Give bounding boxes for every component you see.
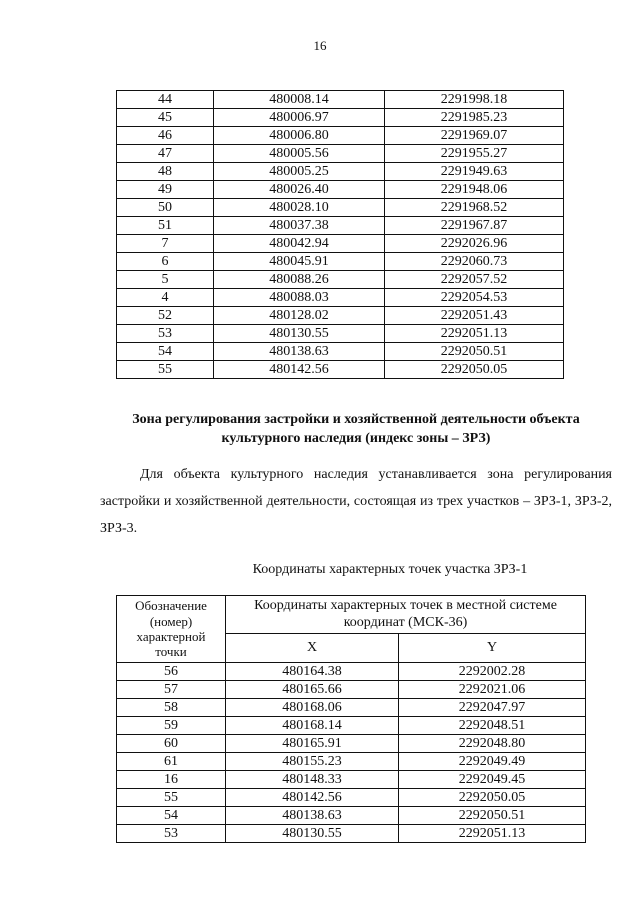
cell-x: 480037.38 bbox=[214, 217, 385, 235]
table-row bbox=[117, 199, 564, 217]
cell-y: 2291955.27 bbox=[385, 145, 564, 163]
section-heading-line2: культурного наследия (индекс зоны – ЗРЗ) bbox=[221, 431, 491, 446]
header-coordinates-line1: Координаты характерных точек в местной системе bbox=[254, 597, 557, 613]
cell-point-number: 6 bbox=[117, 253, 214, 271]
cell-y: 2292047.97 bbox=[399, 699, 586, 717]
header-coordinates-line2: координат (МСК-36) bbox=[343, 614, 468, 630]
cell-y: 2292057.52 bbox=[385, 271, 564, 289]
table-row bbox=[117, 753, 586, 771]
cell-point-number: 46 bbox=[117, 127, 214, 145]
cell-x: 480142.56 bbox=[226, 789, 399, 807]
header-point-number-line3: характерной bbox=[136, 629, 206, 644]
cell-x: 480155.23 bbox=[226, 753, 399, 771]
cell-x: 480142.56 bbox=[214, 361, 385, 379]
header-row bbox=[117, 596, 586, 634]
cell-x: 480168.06 bbox=[226, 699, 399, 717]
table-row bbox=[117, 217, 564, 235]
table-row bbox=[117, 681, 586, 699]
cell-x: 480006.80 bbox=[214, 127, 385, 145]
cell-x: 480165.91 bbox=[226, 735, 399, 753]
cell-point-number: 52 bbox=[117, 307, 214, 325]
cell-x: 480006.97 bbox=[214, 109, 385, 127]
page-number: 16 bbox=[313, 38, 327, 53]
cell-x: 480128.02 bbox=[214, 307, 385, 325]
cell-point-number: 16 bbox=[117, 771, 226, 789]
cell-x: 480130.55 bbox=[226, 825, 399, 843]
coordinates-table-continued bbox=[116, 90, 564, 379]
cell-point-number: 53 bbox=[117, 825, 226, 843]
table-row bbox=[117, 789, 586, 807]
cell-point-number: 54 bbox=[117, 343, 214, 361]
cell-y: 2292054.53 bbox=[385, 289, 564, 307]
cell-x: 480088.26 bbox=[214, 271, 385, 289]
table-row bbox=[117, 253, 564, 271]
section-heading-line1: Зона регулирования застройки и хозяйственной деятельности объекта bbox=[132, 412, 580, 427]
cell-point-number: 56 bbox=[117, 663, 226, 681]
cell-y: 2292051.13 bbox=[399, 825, 586, 843]
table-row bbox=[117, 109, 564, 127]
cell-x: 480026.40 bbox=[214, 181, 385, 199]
cell-point-number: 49 bbox=[117, 181, 214, 199]
header-y: Y bbox=[399, 634, 586, 663]
cell-y: 2292048.51 bbox=[399, 717, 586, 735]
cell-y: 2292002.28 bbox=[399, 663, 586, 681]
cell-point-number: 57 bbox=[117, 681, 226, 699]
table-row bbox=[117, 735, 586, 753]
cell-point-number: 61 bbox=[117, 753, 226, 771]
cell-y: 2291949.63 bbox=[385, 163, 564, 181]
cell-y: 2292026.96 bbox=[385, 235, 564, 253]
cell-point-number: 48 bbox=[117, 163, 214, 181]
cell-x: 480148.33 bbox=[226, 771, 399, 789]
cell-point-number: 53 bbox=[117, 325, 214, 343]
table-row bbox=[117, 825, 586, 843]
cell-x: 480138.63 bbox=[226, 807, 399, 825]
cell-y: 2292050.05 bbox=[385, 361, 564, 379]
table-row bbox=[117, 181, 564, 199]
cell-y: 2292048.80 bbox=[399, 735, 586, 753]
cell-y: 2291967.87 bbox=[385, 217, 564, 235]
cell-point-number: 47 bbox=[117, 145, 214, 163]
cell-x: 480005.56 bbox=[214, 145, 385, 163]
cell-point-number: 4 bbox=[117, 289, 214, 307]
cell-point-number: 7 bbox=[117, 235, 214, 253]
table-row bbox=[117, 699, 586, 717]
table-row bbox=[117, 771, 586, 789]
cell-point-number: 58 bbox=[117, 699, 226, 717]
table-row bbox=[117, 361, 564, 379]
cell-point-number: 55 bbox=[117, 789, 226, 807]
cell-y: 2291968.52 bbox=[385, 199, 564, 217]
table-row bbox=[117, 271, 564, 289]
zrz1-table-body bbox=[117, 663, 586, 843]
table-row bbox=[117, 235, 564, 253]
coordinates-table-body bbox=[117, 91, 564, 379]
cell-x: 480164.38 bbox=[226, 663, 399, 681]
cell-y: 2291969.07 bbox=[385, 127, 564, 145]
cell-point-number: 55 bbox=[117, 361, 214, 379]
cell-x: 480028.10 bbox=[214, 199, 385, 217]
table-row bbox=[117, 145, 564, 163]
cell-y: 2291998.18 bbox=[385, 91, 564, 109]
header-x: X bbox=[226, 634, 399, 663]
cell-x: 480168.14 bbox=[226, 717, 399, 735]
table-row bbox=[117, 163, 564, 181]
cell-x: 480165.66 bbox=[226, 681, 399, 699]
cell-y: 2292050.05 bbox=[399, 789, 586, 807]
cell-y: 2292050.51 bbox=[385, 343, 564, 361]
cell-point-number: 59 bbox=[117, 717, 226, 735]
cell-x: 480005.25 bbox=[214, 163, 385, 181]
cell-y: 2291948.06 bbox=[385, 181, 564, 199]
cell-x: 480045.91 bbox=[214, 253, 385, 271]
cell-point-number: 44 bbox=[117, 91, 214, 109]
table-row bbox=[117, 343, 564, 361]
cell-point-number: 45 bbox=[117, 109, 214, 127]
cell-x: 480138.63 bbox=[214, 343, 385, 361]
table-row bbox=[117, 325, 564, 343]
cell-x: 480042.94 bbox=[214, 235, 385, 253]
table-row bbox=[117, 307, 564, 325]
cell-y: 2292060.73 bbox=[385, 253, 564, 271]
zrz1-table-header bbox=[117, 596, 586, 663]
header-point-number-line2: (номер) bbox=[149, 613, 193, 629]
section-heading bbox=[100, 410, 612, 448]
cell-y: 2292051.13 bbox=[385, 325, 564, 343]
cell-point-number: 54 bbox=[117, 807, 226, 825]
cell-y: 2292049.49 bbox=[399, 753, 586, 771]
header-point-number-line4: точки bbox=[155, 644, 187, 660]
cell-point-number: 60 bbox=[117, 735, 226, 753]
cell-x: 480130.55 bbox=[214, 325, 385, 343]
cell-point-number: 50 bbox=[117, 199, 214, 217]
header-coordinates bbox=[226, 596, 586, 634]
cell-y: 2292021.06 bbox=[399, 681, 586, 699]
cell-point-number: 5 bbox=[117, 271, 214, 289]
cell-y: 2292050.51 bbox=[399, 807, 586, 825]
section-paragraph: Для объекта культурного наследия устанавливается зона регулирования застройки и хозяйственной деятельности, состоящая из трех участков – ЗРЗ-1, ЗРЗ-2, ЗРЗ-3. bbox=[100, 467, 612, 536]
cell-y: 2292051.43 bbox=[385, 307, 564, 325]
zrz1-coordinates-table bbox=[116, 595, 586, 843]
table-row bbox=[117, 91, 564, 109]
table-row bbox=[117, 127, 564, 145]
cell-y: 2291985.23 bbox=[385, 109, 564, 127]
cell-x: 480088.03 bbox=[214, 289, 385, 307]
table-row bbox=[117, 807, 586, 825]
table-row bbox=[117, 717, 586, 735]
table-row bbox=[117, 289, 564, 307]
cell-y: 2292049.45 bbox=[399, 771, 586, 789]
table-caption: Координаты характерных точек участка ЗРЗ-1 bbox=[252, 562, 528, 577]
cell-point-number: 51 bbox=[117, 217, 214, 235]
cell-x: 480008.14 bbox=[214, 91, 385, 109]
header-point-number bbox=[117, 596, 226, 663]
header-point-number-line1: Обозначение bbox=[135, 598, 207, 614]
table-row bbox=[117, 663, 586, 681]
